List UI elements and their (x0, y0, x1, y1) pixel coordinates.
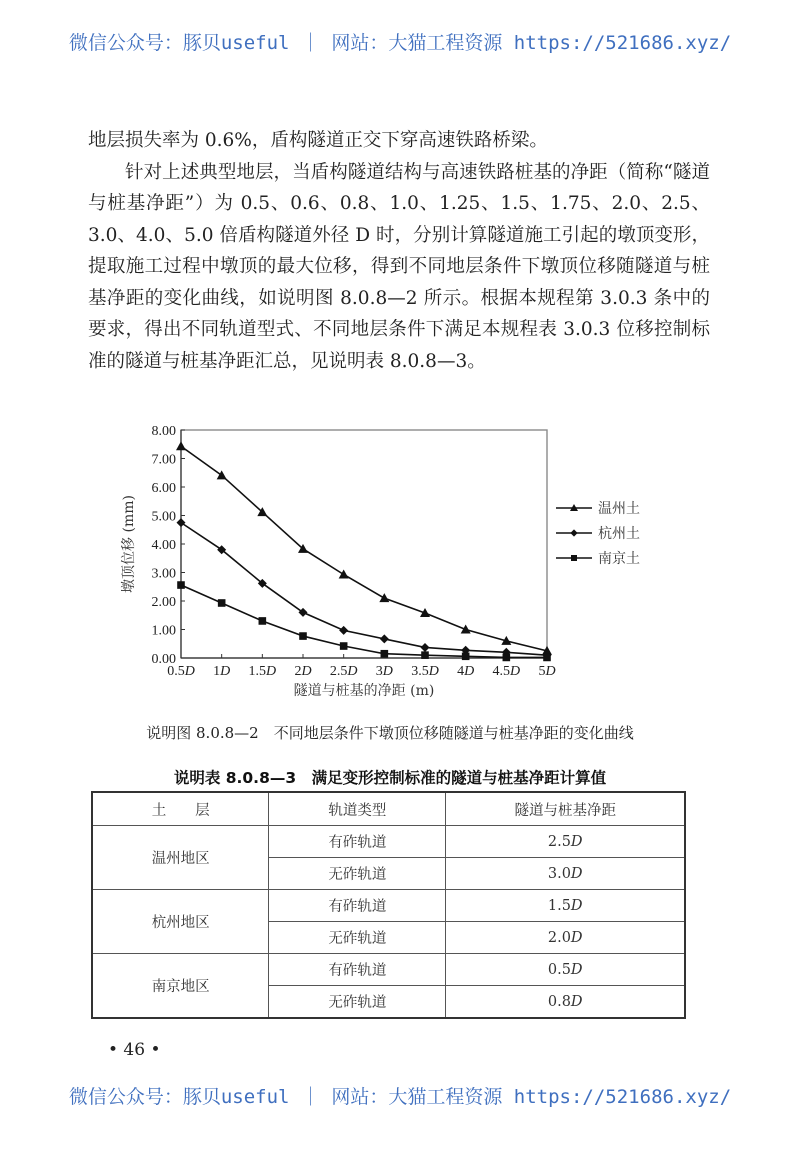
y-tick-label: 4.00 (151, 538, 176, 553)
series-1-diamond-marker (380, 634, 389, 643)
series-1-diamond-marker (421, 643, 430, 652)
series-2-square-marker (177, 581, 185, 589)
displacement-chart (100, 420, 700, 710)
clearance-cell: 3.0D (446, 858, 685, 890)
table-row (92, 826, 685, 858)
x-tick-label: 1.5D (248, 664, 277, 679)
clearance-cell: 2.5D (446, 826, 685, 858)
table-row (92, 890, 685, 922)
y-tick-label: 1.00 (151, 623, 176, 639)
series-2-square-marker (381, 650, 389, 658)
series-2-square-marker (259, 617, 267, 625)
x-tick-label: 0.5D (167, 664, 195, 679)
watermark-footer: 微信公众号：豚贝useful ｜ 网站：大猫工程资源 https://521686.xyz/ (68, 1086, 732, 1108)
y-tick-label: 2.00 (151, 595, 176, 610)
x-tick-label: 4.5D (492, 664, 521, 679)
series-0-triangle-marker (217, 470, 227, 479)
header-clearance: 隧道与桩基净距 (446, 792, 685, 826)
table-caption: 说明表 8.0.8—3 满足变形控制标准的隧道与桩基净距计算值 (173, 769, 607, 787)
track-cell: 无砟轨道 (269, 922, 446, 954)
legend-square-icon (571, 555, 577, 561)
paragraph-2: 针对上述典型地层，当盾构隧道结构与高速铁路桩基的净距（简称“隧道与桩基净距”）为 0.5、0.6、0.8、1.0、1.25、1.5、1.75、2.0、2.5、3.0、4.0、5.0 倍盾构隧道外径 D 时，分别计算隧道施工引起的墩顶变形，提取施工过程中墩顶的最大位移，得到不同地层条件下墩顶位移随隧道与桩基净距的变化曲线，如说明图 8.0.8—2 所示。根据本规程第 3.0.3 条中的要求，得出不同轨道型式、不同地层条件下满足本规程表 3.0.3 位移控制标准的隧道与桩基净距汇总，见说明表 8.0.8—3。 (88, 161, 710, 372)
series-0-triangle-marker (379, 593, 389, 602)
soil-cell: 温州地区 (92, 826, 269, 890)
legend-label: 杭州土 (598, 526, 640, 542)
watermark-header: 微信公众号：豚贝useful ｜ 网站：大猫工程资源 https://521686.xyz/ (68, 32, 732, 54)
clearance-cell: 0.8D (446, 986, 685, 1019)
soil-cell: 杭州地区 (92, 890, 269, 954)
series-1-diamond-marker (339, 626, 348, 635)
y-tick-label: 7.00 (151, 452, 176, 468)
paragraph-1: 地层损失率为 0.6%，盾构隧道正交下穿高速铁路桥梁。 (88, 130, 548, 151)
x-tick-label: 3D (375, 664, 393, 679)
series-2-square-marker (462, 652, 470, 660)
y-axis-label: 墩顶位移 (mm) (121, 495, 137, 593)
series-2-square-marker (503, 654, 511, 662)
legend-label: 温州土 (598, 501, 640, 517)
track-cell: 有砟轨道 (269, 954, 446, 986)
track-cell: 无砟轨道 (269, 858, 446, 890)
track-cell: 无砟轨道 (269, 986, 446, 1019)
clearance-cell: 0.5D (446, 954, 685, 986)
y-tick-label: 8.00 (151, 424, 176, 439)
y-tick-label: 3.00 (151, 566, 176, 582)
x-tick-label: 5D (538, 664, 556, 679)
series-0-triangle-marker (176, 441, 186, 450)
clearance-cell: 1.5D (446, 890, 685, 922)
clearance-table (91, 791, 686, 1019)
x-tick-label: 3.5D (411, 664, 439, 679)
x-tick-label: 4D (457, 664, 475, 679)
series-line-1 (181, 523, 547, 656)
track-cell: 有砟轨道 (269, 826, 446, 858)
series-2-square-marker (299, 632, 307, 640)
table-header-row (92, 792, 685, 826)
plot-area (181, 430, 547, 658)
y-tick-label: 5.00 (151, 509, 176, 525)
series-2-square-marker (543, 654, 551, 662)
legend-label: 南京土 (598, 551, 640, 567)
series-2-square-marker (421, 651, 429, 659)
header-track-type: 轨道类型 (269, 792, 446, 826)
table-row (92, 954, 685, 986)
x-tick-label: 2.5D (329, 664, 358, 679)
series-0-triangle-marker (339, 569, 349, 578)
figure-caption: 说明图 8.0.8—2 不同地层条件下墩顶位移随隧道与桩基净距的变化曲线 (146, 724, 634, 742)
series-1-diamond-marker (177, 518, 186, 527)
track-cell: 有砟轨道 (269, 890, 446, 922)
line-chart-svg (100, 420, 700, 710)
x-tick-label: 1D (213, 664, 231, 679)
series-line-0 (181, 446, 547, 651)
header-soil: 土 层 (92, 792, 269, 826)
body-text (88, 125, 710, 377)
y-tick-label: 0.00 (151, 652, 176, 667)
clearance-cell: 2.0D (446, 922, 685, 954)
series-2-square-marker (340, 642, 348, 650)
legend-diamond-icon (570, 529, 577, 536)
series-0-triangle-marker (461, 625, 471, 634)
y-tick-label: 6.00 (151, 481, 176, 496)
x-tick-label: 2D (294, 664, 312, 679)
x-axis-label: 隧道与桩基的净距 (m) (293, 683, 435, 699)
page-number: • 46 • (108, 1040, 161, 1060)
series-line-2 (181, 585, 547, 657)
soil-cell: 南京地区 (92, 954, 269, 1019)
series-2-square-marker (218, 599, 226, 607)
